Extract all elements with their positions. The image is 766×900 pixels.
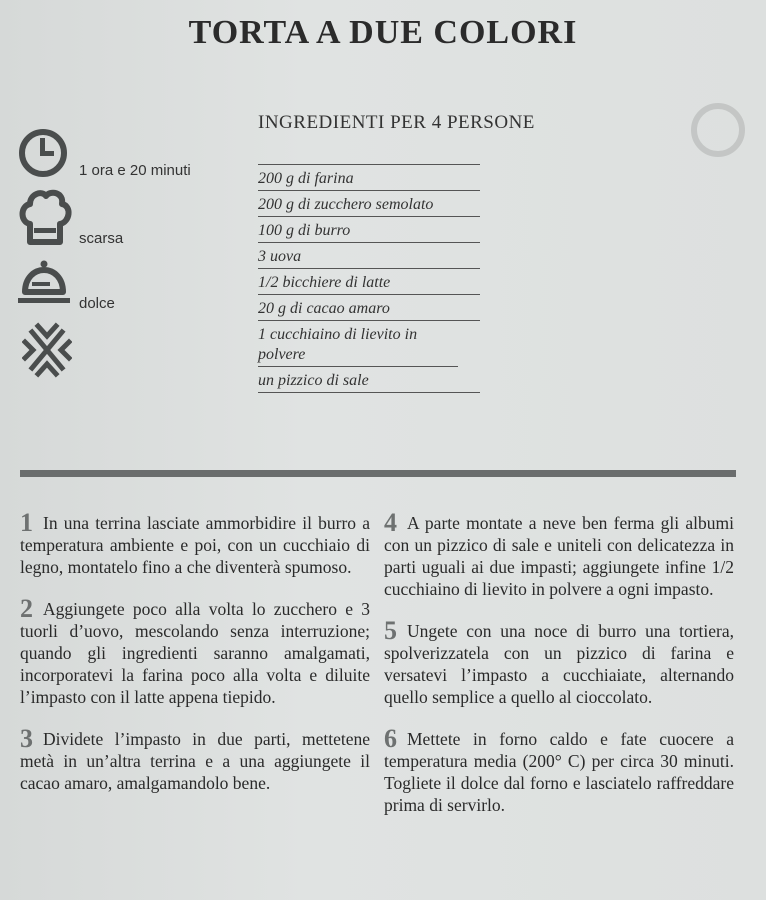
- step-number: 4: [384, 508, 397, 537]
- chef-hat-icon: [18, 188, 72, 246]
- step: [384, 508, 734, 600]
- step-text: Aggiungete poco alla volta lo zucchero e 3 tuorli d’uovo, mescolando senza interruzione; quando gli ingredienti saranno amalgamati, incorporatevi la farina poco alla volta e diluite l’impasto con il latte appena tiepido.: [20, 599, 370, 707]
- step: [20, 508, 370, 578]
- step: [384, 724, 734, 816]
- section-divider: [20, 470, 736, 477]
- step-number: 2: [20, 594, 33, 623]
- step-text: Dividete l’impasto in due parti, mettetene metà in un’altra terrina e a una aggiungete il cacao amaro, amalgamandolo bene.: [20, 729, 370, 793]
- clock-icon: [16, 126, 70, 180]
- ingredient-item: 1/2 bicchiere di latte: [258, 269, 480, 295]
- step-text: Mettete in forno caldo e fate cuocere a temperatura media (200° C) per circa 30 minuti. Togliete il dolce dal forno e lasciatelo raffreddare prima di servirlo.: [384, 729, 734, 815]
- show-through-clock-icon: [688, 100, 748, 160]
- recipe-title: TORTA A DUE COLORI: [188, 14, 578, 51]
- step: [20, 594, 370, 708]
- ingredient-item: un pizzico di sale: [258, 367, 480, 393]
- ingredients-heading: INGREDIENTI PER 4 PERSONE: [258, 112, 535, 133]
- step-number: 3: [20, 724, 33, 753]
- instructions-left-column: [20, 508, 370, 814]
- snowflake-icon: [22, 322, 72, 378]
- ingredients-list: [258, 164, 480, 393]
- serving-dish-icon: [16, 258, 72, 308]
- difficulty-label: scarsa: [79, 230, 124, 247]
- course-label: dolce: [79, 295, 115, 312]
- step-text: A parte montate a neve ben ferma gli albumi con un pizzico di sale e uniteli con delicatezza in parti uguali ai due impasti; aggiungete infine 1/2 cucchiaino di lievito in polvere a ogni impasto.: [384, 513, 734, 599]
- step-number: 1: [20, 508, 33, 537]
- ingredient-item: 100 g di burro: [258, 217, 480, 243]
- time-label: 1 ora e 20 minuti: [79, 162, 191, 179]
- step: [20, 724, 370, 794]
- ingredient-item: 3 uova: [258, 243, 480, 269]
- step-number: 6: [384, 724, 397, 753]
- ingredient-item: 200 g di zucchero semolato: [258, 191, 480, 217]
- ingredient-item: 1 cucchiaino di lievito in polvere: [258, 321, 458, 367]
- step-number: 5: [384, 616, 397, 645]
- step-text: Ungete con una noce di burro una tortiera, spolverizzatela con un pizzico di farina e versatevi l’impasto a cucchiaiate, alternando quello semplice a quello al cioccolato.: [384, 621, 734, 707]
- step: [384, 616, 734, 708]
- instructions-right-column: [384, 508, 734, 836]
- ingredient-item: 200 g di farina: [258, 165, 480, 191]
- step-text: In una terrina lasciate ammorbidire il burro a temperatura ambiente e poi, con un cucchiaio di legno, montatelo fino a che diventerà spumoso.: [20, 513, 370, 577]
- ingredient-item: 20 g di cacao amaro: [258, 295, 480, 321]
